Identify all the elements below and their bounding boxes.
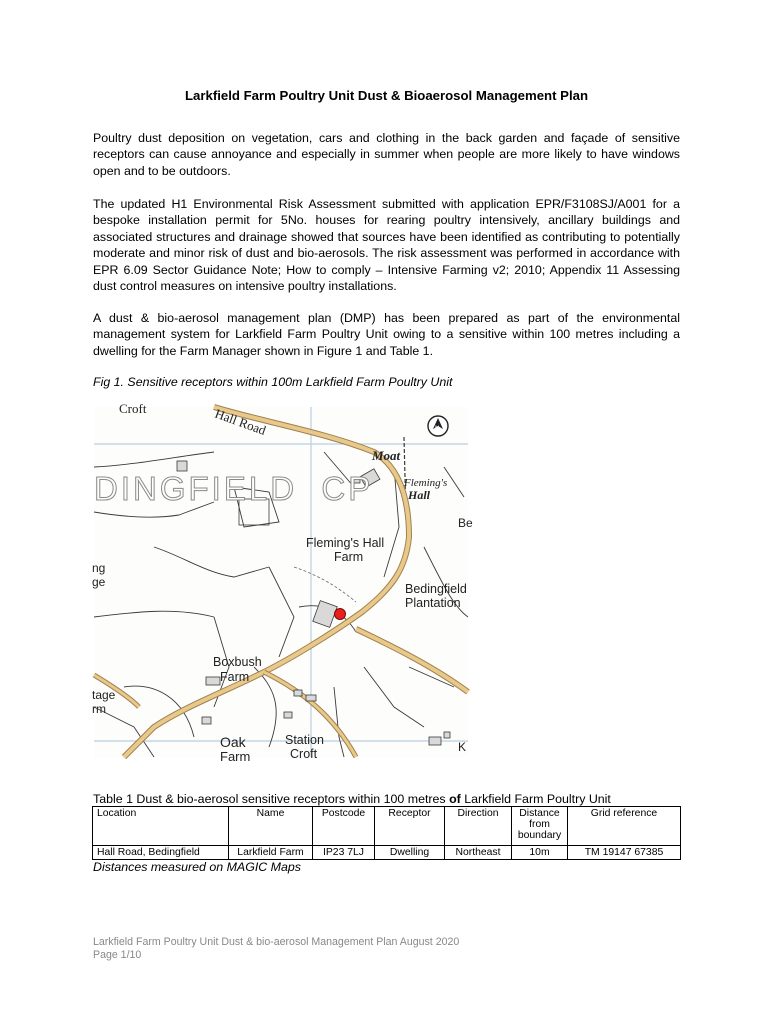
header-name: Name — [229, 807, 313, 846]
map-svg — [92, 401, 473, 764]
table-caption — [93, 792, 611, 806]
figure-caption: Fig 1. Sensitive receptors within 100m Larkfield Farm Poultry Unit — [93, 375, 453, 389]
table-caption-bold: of — [449, 792, 461, 806]
cell-postcode: IP23 7LJ — [313, 846, 375, 860]
label-croft: Croft — [119, 401, 147, 416]
cell-name: Larkfield Farm — [229, 846, 313, 860]
map-labels — [92, 401, 473, 764]
label-flemings-hall-farm-2: Farm — [334, 550, 364, 564]
header-receptor: Receptor — [375, 807, 445, 846]
table-header-row — [93, 807, 681, 846]
label-hall-road: Hall Road — [212, 405, 268, 438]
label-station-1: Station — [285, 733, 324, 747]
footer-title: Larkfield Farm Poultry Unit Dust & bio-aerosol Management Plan August 2020 — [93, 936, 460, 948]
os-map-figure — [92, 401, 473, 764]
footer-page-number: Page 1/10 — [93, 949, 142, 961]
label-flemings-hall-farm-1: Fleming's Hall — [306, 536, 385, 550]
label-bedingfield-plantation-2: Plantation — [405, 596, 461, 610]
label-rm: rm — [92, 702, 106, 716]
table-caption-tail: Larkfield Farm Poultry Unit — [460, 792, 611, 806]
label-ng: ng — [92, 561, 106, 575]
receptor-marker — [335, 609, 346, 620]
label-k: K — [458, 740, 467, 754]
label-tage: tage — [92, 688, 116, 702]
paragraph-2: The updated H1 Environmental Risk Assessment submitted with application EPR/F3108SJ/A001 for a bespoke installation permit for 5No. houses for rearing poultry intensively, ancillary buildings and associated structures and drainage showed that sources have been identified as contributing to potentially moderate and minor risk of dust and bio-aerosols. The risk assessment was performed in accordance with EPR 6.09 Sector Guidance Note; How to comply – Intensive Farming v2; 2010; Appendix 11 Assessing dust control measures on intensive poultry installations. — [93, 197, 680, 294]
cell-location: Hall Road, Bedingfield — [93, 846, 229, 860]
label-oak-1: Oak — [220, 734, 246, 750]
header-location: Location — [93, 807, 229, 846]
receptors-table — [92, 806, 681, 860]
header-distance: Distance from boundary — [512, 807, 568, 846]
header-postcode: Postcode — [313, 807, 375, 846]
label-bedingfield-plantation-1: Bedingfield — [405, 582, 467, 596]
table-note: Distances measured on MAGIC Maps — [93, 860, 301, 874]
label-flemings-hall-gothic-2: Hall — [408, 488, 431, 502]
label-oak-2: Farm — [220, 749, 251, 764]
label-parish: DINGFIELD CP — [94, 470, 374, 507]
cell-grid-reference: TM 19147 67385 — [568, 846, 681, 860]
header-grid-reference: Grid reference — [568, 807, 681, 846]
cell-receptor: Dwelling — [375, 846, 445, 860]
label-boxbush-2: Farm — [220, 670, 250, 684]
footpath — [294, 567, 356, 602]
table-caption-text: Table 1 Dust & bio-aerosol sensitive receptors within 100 metres — [93, 792, 450, 806]
label-station-2: Croft — [290, 747, 318, 761]
label-be: Be — [458, 516, 473, 530]
paragraph-1: Poultry dust deposition on vegetation, cars and clothing in the back garden and façade of sensitive receptors can cause annoyance and especially in summer when people are more likely to have windows open and to be outdoors. — [93, 131, 680, 178]
label-ge: ge — [92, 575, 106, 589]
label-moat: Moat — [372, 448, 401, 463]
document-title: Larkfield Farm Poultry Unit Dust & Bioaerosol Management Plan — [184, 88, 589, 103]
label-flemings-hall-gothic-1: Fleming's — [404, 477, 448, 489]
label-boxbush-1: Boxbush — [213, 655, 262, 669]
label-north: N — [435, 426, 440, 432]
page-footer — [93, 936, 459, 962]
table-row — [93, 846, 681, 860]
paragraph-3: A dust & bio-aerosol management plan (DMP) has been prepared as part of the environmental management system for Larkfield Farm Poultry Unit owing to a sensitive within 100 metres including a dwelling for the Farm Manager shown in Figure 1 and Table 1. — [93, 311, 680, 358]
cell-direction: Northeast — [445, 846, 512, 860]
cell-distance: 10m — [512, 846, 568, 860]
header-direction: Direction — [445, 807, 512, 846]
